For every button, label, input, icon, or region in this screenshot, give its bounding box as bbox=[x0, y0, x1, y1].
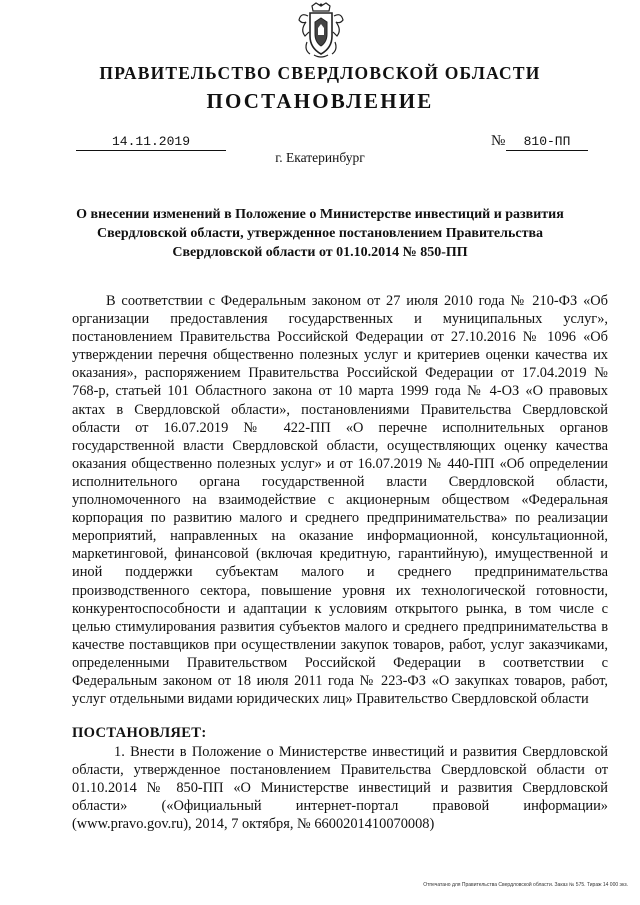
print-footer: Отпечатано для Правительства Свердловской области. Заказ № 575. Тираж 14 000 экз. bbox=[423, 882, 628, 888]
government-name: ПРАВИТЕЛЬСТВО СВЕРДЛОВСКОЙ ОБЛАСТИ bbox=[99, 63, 541, 83]
document-title: О внесении изменений в Положение о Министерстве инвестиций и развития Свердловской области, утвержденное постановлением Правительства Свердловской области от 01.10.2014 № 850-ПП bbox=[76, 207, 564, 260]
document-type: ПОСТАНОВЛЕНИЕ bbox=[206, 89, 434, 113]
decree-date: 14.11.2019 bbox=[76, 134, 226, 151]
item-1-paragraph: 1. Внести в Положение о Министерстве инвестиций и развития Свердловской области, утвержденное постановлением Правительства Свердловской области от 01.10.2014 № 850-ПП «О Министерстве инвестиций и развития Свердловской области» («Официальный интернет-портал правовой информации» (www.pravo.gov.ru), 2014, 7 октября, № 6600201410070008) bbox=[72, 744, 608, 833]
coat-of-arms-emblem bbox=[298, 2, 344, 60]
decree-number: 810-ПП bbox=[506, 134, 588, 151]
number-sign: № bbox=[491, 133, 506, 149]
preamble-paragraph: В соответствии с Федеральным законом от 27 июля 2010 года № 210-ФЗ «Об организации предоставления государственных и муниципальных услуг», постановлением Правительства Российской Федерации от 27.10.2016 № 1096 «Об утверждении перечня общественно полезных услуг и критериев оценки качества их оказания», распоряжением Правительства Российской Федерации от 17.04.2019 № 768-р, статьей 101 Областного закона от 10 марта 1999 года № 4-ОЗ «О правовых актах в Свердловской области», постановлениями Правительства Свердловской области от 16.07.2019 № 422-ПП «О перечне исполнительных органов государственной власти Свердловской области, осуществляющих оценку качества оказания общественно полезных услуг» и от 16.07.2019 № 440-ПП «Об определении исполнительного органа государственной власти Свердловской области, уполномоченного на взаимодействие с акционерным обществом «Федеральная корпорация по развитию малого и среднего предпринимательства» по реализации мероприятий, направленных на оказание информационной, консультационной, маркетинговой, финансовой (включая кредитную, гарантийную), имущественной и иной поддержки субъектам малого и среднего предпринимательства производственного сектора, повышение уровня их технологической готовности, конкурентоспособности и адаптации к условиям открытого рынка, в том числе с целью стимулирования развития субъектов малого и среднего предпринимательства в качестве поставщиков при осуществлении закупок товаров, работ, услуг заказчиками, определенными Правительством Российской Федерации в соответствии с Федеральным законом от 18 июля 2011 года № 223-ФЗ «О закупках товаров, работ, услуг отдельными видами юридических лиц» Правительство Свердловской области bbox=[72, 293, 608, 708]
city: г. Екатеринбург bbox=[275, 150, 365, 165]
resolves-heading: ПОСТАНОВЛЯЕТ: bbox=[72, 725, 207, 741]
